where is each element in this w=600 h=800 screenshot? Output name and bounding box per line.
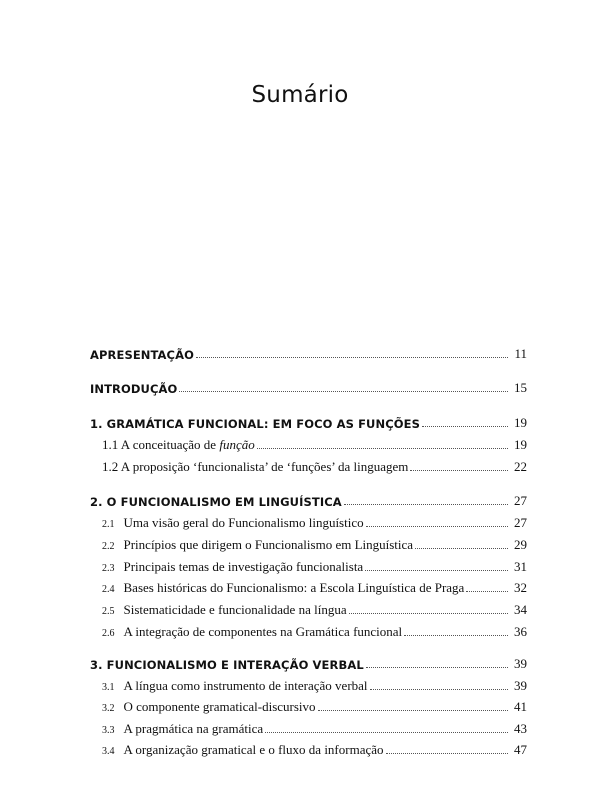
toc-section-2-4[interactable] — [102, 578, 527, 596]
toc-page-number: 34 — [514, 602, 527, 617]
toc-section-2-3[interactable] — [102, 557, 527, 575]
toc-chapter-1[interactable] — [90, 413, 527, 431]
toc-chapter-3[interactable] — [90, 654, 527, 672]
toc-section-label: 2.1 Uma visão geral do Funcionalismo linguístico — [102, 515, 364, 530]
toc-page-number: 36 — [514, 624, 527, 639]
toc-entry-label: INTRODUÇÃO — [90, 382, 178, 396]
toc-chapter-2[interactable] — [90, 491, 527, 509]
toc-section-1-1[interactable] — [102, 435, 527, 453]
toc-page-number: 29 — [514, 537, 527, 552]
dot-leader — [366, 666, 508, 668]
toc-page-number: 43 — [514, 721, 527, 736]
toc-section-2-2[interactable] — [102, 535, 527, 553]
toc-page-number: 19 — [514, 415, 527, 430]
toc-page-number: 31 — [514, 559, 527, 574]
toc-section-2-5[interactable] — [102, 600, 527, 618]
toc-section-3-2[interactable] — [102, 697, 527, 715]
toc-section-label: 1.2 A proposição ‘funcionalista’ de ‘funções’ da linguagem — [102, 459, 409, 474]
toc-entry-label: APRESENTAÇÃO — [90, 348, 194, 362]
toc-chapter-label: 2. O FUNCIONALISMO EM LINGUÍSTICA — [90, 495, 342, 509]
toc-section-label: 3.1 A língua como instrumento de interação verbal — [102, 678, 368, 693]
toc-section-3-4[interactable] — [102, 740, 527, 758]
dot-leader — [365, 569, 508, 571]
dot-leader — [466, 590, 508, 592]
toc-section-label: 3.4 A organização gramatical e o fluxo da informação — [102, 742, 384, 757]
toc-entry-apresentacao[interactable] — [90, 344, 527, 362]
toc-section-label: 3.3 A pragmática na gramática — [102, 721, 264, 736]
toc-page-number: 41 — [514, 699, 527, 714]
dot-leader — [349, 612, 508, 614]
toc-page-number: 47 — [514, 742, 527, 757]
dot-leader — [265, 731, 508, 733]
toc-page-number: 19 — [514, 437, 527, 452]
dot-leader — [366, 525, 508, 527]
toc-chapter-label: 1. GRAMÁTICA FUNCIONAL: EM FOCO AS FUNÇÕES — [90, 417, 420, 431]
dot-leader — [318, 709, 508, 711]
toc-section-2-6[interactable] — [102, 622, 527, 640]
dot-leader — [422, 425, 508, 427]
dot-leader — [257, 447, 508, 449]
toc-section-3-1[interactable] — [102, 676, 527, 694]
toc-page-number: 11 — [514, 346, 527, 361]
toc-section-label: 3.2 O componente gramatical-discursivo — [102, 699, 316, 714]
toc-page-number: 27 — [514, 515, 527, 530]
toc-section-label: 1.1 A conceituação de função — [102, 437, 255, 452]
toc-section-label: 2.5 Sistematicidade e funcionalidade na língua — [102, 602, 347, 617]
dot-leader — [404, 634, 508, 636]
dot-leader — [370, 688, 508, 690]
dot-leader — [386, 752, 508, 754]
toc-page-number: 39 — [514, 678, 527, 693]
toc-page-number: 22 — [514, 459, 527, 474]
toc-section-label: 2.6 A integração de componentes na Gramática funcional — [102, 624, 403, 639]
toc-section-3-3[interactable] — [102, 719, 527, 737]
toc-section-label: 2.3 Principais temas de investigação funcionalista — [102, 559, 364, 574]
page-title: Sumário — [251, 82, 349, 108]
toc-entry-introducao[interactable] — [90, 378, 527, 396]
toc-section-1-2[interactable] — [102, 457, 527, 475]
dot-leader — [179, 390, 508, 392]
dot-leader — [196, 356, 508, 358]
dot-leader — [415, 547, 508, 549]
toc-page-number: 27 — [514, 493, 527, 508]
dot-leader — [410, 469, 508, 471]
toc-page-number: 39 — [514, 656, 527, 671]
toc-chapter-label: 3. FUNCIONALISMO E INTERAÇÃO VERBAL — [90, 658, 364, 672]
toc-section-label: 2.4 Bases históricas do Funcionalismo: a Escola Linguística de Praga — [102, 580, 465, 595]
dot-leader — [344, 503, 508, 505]
toc-page-number: 15 — [514, 380, 527, 395]
toc-section-label: 2.2 Princípios que dirigem o Funcionalismo em Linguística — [102, 537, 414, 552]
toc-section-2-1[interactable] — [102, 513, 527, 531]
toc-page-number: 32 — [514, 580, 527, 595]
